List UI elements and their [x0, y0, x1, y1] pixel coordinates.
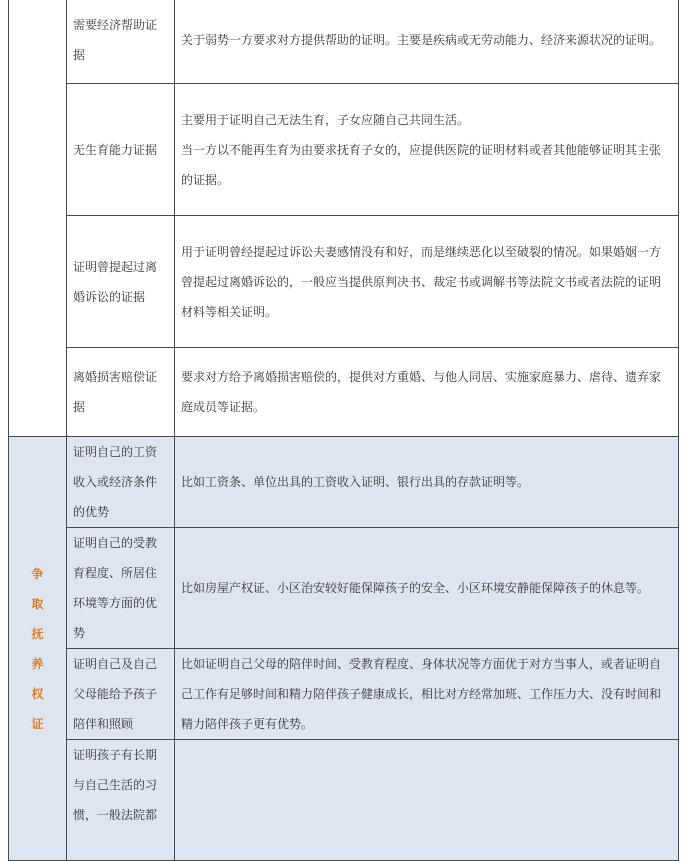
desc-cell	[175, 84, 679, 216]
desc-cell	[175, 528, 679, 649]
category-char: 取	[31, 596, 44, 611]
category-char: 抚	[31, 626, 44, 641]
evidence-table	[8, 0, 679, 861]
item-text: 需要经济帮助证据	[73, 17, 158, 62]
category-char: 权	[31, 686, 44, 701]
desc-cell	[175, 649, 679, 740]
desc-cell	[175, 740, 679, 861]
desc-cell	[175, 216, 679, 348]
item-text: 证明曾提起过离婚诉讼的证据	[73, 259, 158, 304]
item-cell	[67, 0, 175, 84]
desc-text: 比如证明自己父母的陪伴时间、受教育程度、身体状况等方面优于对方当事人，或者证明自己工作有足够时间和精力陪伴孩子健康成长，相比对方经常加班、工作压力大、没有时间和精力陪伴孩子更有优势。	[181, 657, 662, 731]
desc-cell	[175, 0, 679, 84]
item-text: 证明自己的工资收入或经济条件的优势	[73, 445, 158, 519]
item-text: 证明自己及自己父母能给予孩子陪伴和照顾	[73, 657, 158, 731]
item-cell	[67, 740, 175, 861]
table-row	[9, 740, 679, 861]
desc-text: 要求对方给予离婚损害赔偿的，提供对方重婚、与他人同居、实施家庭暴力、虐待、遗弃家庭成员等证据。	[181, 370, 662, 415]
table-row	[9, 649, 679, 740]
item-cell	[67, 348, 175, 437]
desc-text: 主要用于证明自己无法生育，子女应随自己共同生活。	[181, 112, 470, 127]
item-cell	[67, 437, 175, 528]
category-char: 争	[31, 566, 44, 581]
category-char: 证	[31, 716, 44, 731]
item-cell	[67, 649, 175, 740]
item-text: 证明孩子有长期与自己生活的习惯，一般法院都	[73, 748, 158, 822]
desc-text: 用于证明曾经提起过诉讼夫妻感情没有和好，而是继续恶化以至破裂的情况。如果婚姻一方曾提起过离婚诉讼的，一般应当提供原判决书、裁定书或调解书等法院文书或者法院的证明材料等相关证明。	[181, 244, 662, 319]
item-text: 证明自己的受教育程度、所居住环境等方面的优势	[73, 536, 158, 640]
category-char: 养	[31, 656, 44, 671]
table-row	[9, 0, 679, 84]
desc-text: 当一方以不能再生育为由要求抚育子女的，应提供医院的证明材料或者其他能够证明其主张的证据。	[181, 142, 662, 187]
category-cell-blank	[9, 0, 67, 437]
desc-text: 比如房屋产权证、小区治安较好能保障孩子的安全、小区环境安静能保障孩子的休息等。	[181, 581, 650, 595]
item-cell	[67, 216, 175, 348]
desc-text: 关于弱势一方要求对方提供帮助的证明。主要是疾病或无劳动能力、经济来源状况的证明。	[181, 32, 662, 47]
item-text: 无生育能力证据	[73, 142, 158, 157]
table-row	[9, 528, 679, 649]
desc-cell	[175, 437, 679, 528]
desc-text: 比如工资条、单位出具的工资收入证明、银行出具的存款证明等。	[181, 475, 530, 489]
table-row	[9, 437, 679, 528]
item-cell	[67, 84, 175, 216]
table-row	[9, 84, 679, 216]
item-cell	[67, 528, 175, 649]
item-text: 离婚损害赔偿证据	[73, 370, 158, 415]
category-cell	[9, 437, 67, 861]
table-row	[9, 216, 679, 348]
desc-cell	[175, 348, 679, 437]
category-label	[15, 559, 60, 739]
table-row	[9, 348, 679, 437]
